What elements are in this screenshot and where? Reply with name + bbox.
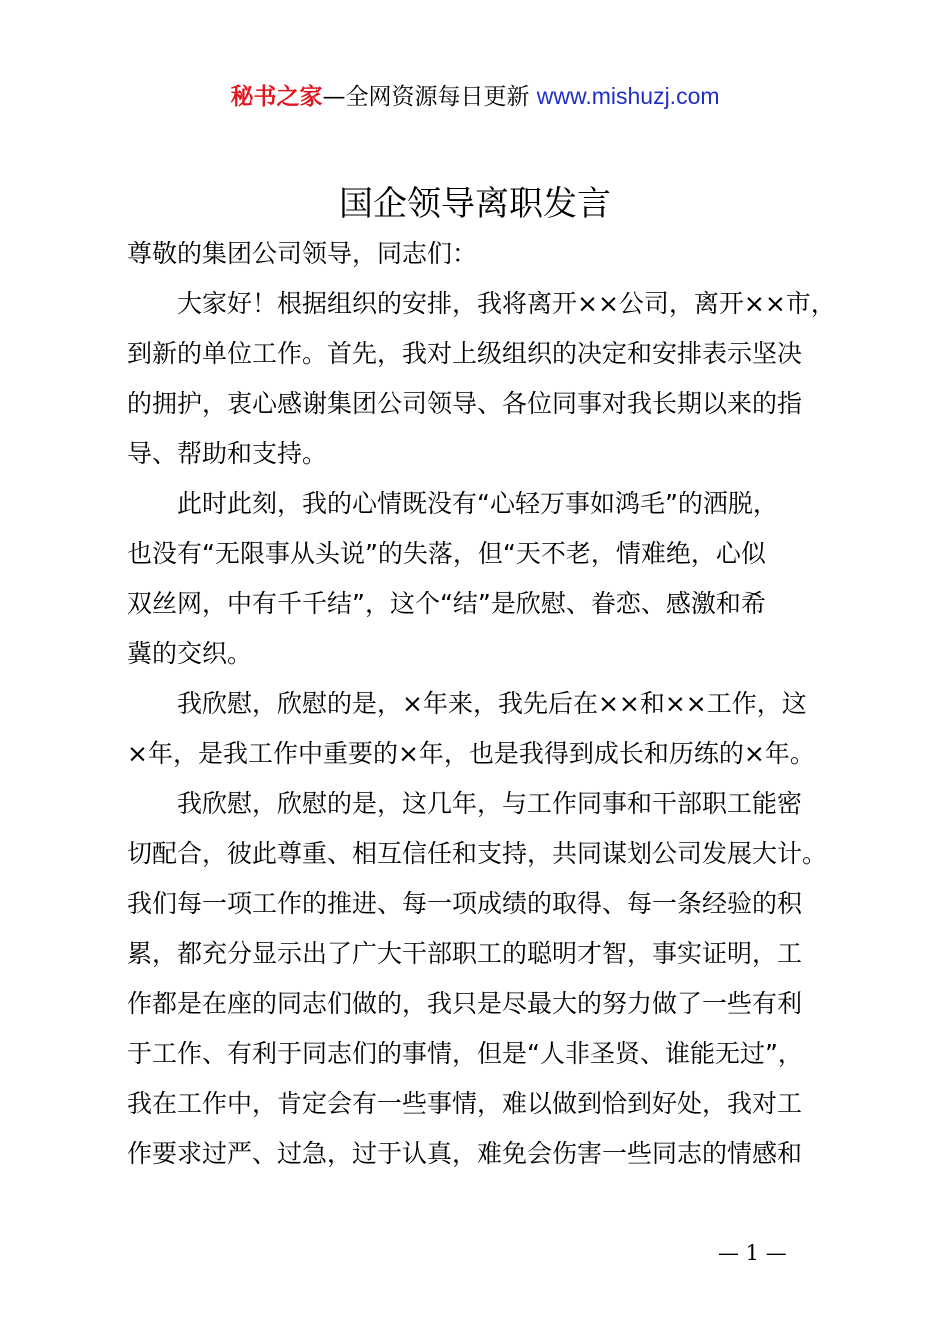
document-title: 国企领导离职发言 <box>339 184 611 224</box>
body-line: 也没有“无限事从头说”的失落，但“天不老，情难绝，心似 <box>127 539 766 568</box>
body-line: 我在工作中，肯定会有一些事情，难以做到恰到好处，我对工 <box>127 1089 803 1118</box>
body-line: 累，都充分显示出了广大干部职工的聪明才智，事实证明，工 <box>127 939 803 968</box>
site-header <box>0 80 950 113</box>
body-line: 切配合，彼此尊重、相互信任和支持，共同谋划公司发展大计。 <box>127 839 828 868</box>
body-line: 的拥护，衷心感谢集团公司领导、各位同事对我长期以来的指 <box>127 389 803 418</box>
salutation: 尊敬的集团公司领导，同志们： <box>127 239 478 268</box>
body-line: 我们每一项工作的推进、每一项成绩的取得、每一条经验的积 <box>127 889 803 918</box>
header-tagline: —全网资源每日更新 <box>322 84 530 110</box>
body-line: 到新的单位工作。首先，我对上级组织的决定和安排表示坚决 <box>127 339 803 368</box>
body-line: 冀的交织。 <box>127 639 253 668</box>
body-line: 我欣慰，欣慰的是，这几年，与工作同事和干部职工能密 <box>127 789 803 818</box>
body-line: 双丝网，中有千千结”，这个“结”是欣慰、眷恋、感激和希 <box>127 589 766 618</box>
page-number: — 1 — <box>718 1241 787 1265</box>
brand-name: 秘书之家 <box>230 84 323 110</box>
body-line: 于工作、有利于同志们的事情，但是“人非圣贤、谁能无过”， <box>127 1039 803 1068</box>
body-line: 我欣慰，欣慰的是，×年来，我先后在××和××工作，这 <box>127 689 807 718</box>
body-line: ×年，是我工作中重要的×年，也是我得到成长和历练的×年。 <box>127 739 815 768</box>
site-url-link[interactable]: www.mishuzj.com <box>536 83 720 109</box>
body-line: 导、帮助和支持。 <box>127 439 328 468</box>
body-line: 此时此刻，我的心情既没有“心轻万事如鸿毛”的洒脱， <box>127 489 778 518</box>
body-line: 作要求过严、过急，过于认真，难免会伤害一些同志的情感和 <box>127 1139 803 1168</box>
body-line: 作都是在座的同志们做的，我只是尽最大的努力做了一些有利 <box>127 989 803 1018</box>
body-line: 大家好！根据组织的安排，我将离开××公司，离开××市， <box>127 289 836 318</box>
